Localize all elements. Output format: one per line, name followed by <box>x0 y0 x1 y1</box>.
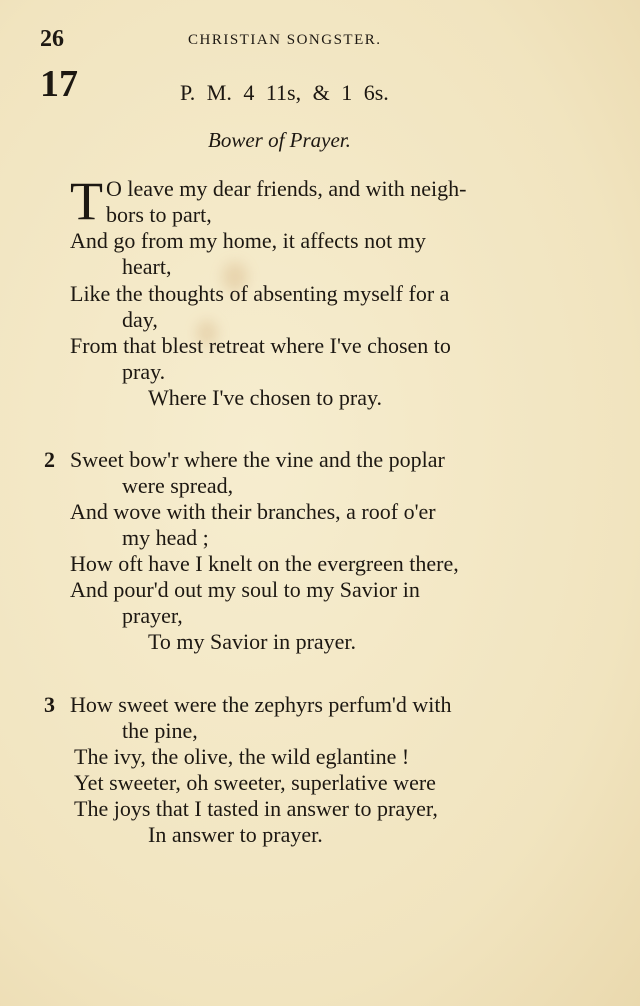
verse-line: How oft have I knelt on the evergreen there, <box>70 551 459 576</box>
running-head: CHRISTIAN SONGSTER. <box>188 32 382 48</box>
verse-line: the pine, <box>122 718 198 743</box>
verse-line: And go from my home, it affects not my <box>70 228 426 253</box>
verse-line: Where I've chosen to pray. <box>148 385 383 410</box>
verse-line: prayer, <box>122 603 183 628</box>
hymn-number: 17 <box>40 63 78 105</box>
verse-line: In answer to prayer. <box>148 822 323 847</box>
verse-line: were spread, <box>122 473 234 498</box>
verse-line: The joys that I tasted in answer to prayer, <box>74 796 438 821</box>
verse-line: The ivy, the olive, the wild eglantine ! <box>74 744 410 769</box>
page-header <box>40 26 600 56</box>
page-number: 26 <box>40 26 64 52</box>
stanza-number: 2 <box>44 447 55 472</box>
verse-line: Sweet bow'r where the vine and the poplar <box>70 447 445 472</box>
verse-line: From that blest retreat where I've chosen to <box>70 333 451 358</box>
verse-line: Yet sweeter, oh sweeter, superlative were <box>74 770 436 795</box>
verse-line: day, <box>122 307 158 332</box>
verse-line: bors to part, <box>106 202 212 227</box>
verse-line: To my Savior in prayer. <box>148 629 357 654</box>
verse-line: my head ; <box>122 525 209 550</box>
hymn-title: Bower of Prayer. <box>208 128 351 152</box>
verse-line: O leave my dear friends, and with neigh- <box>106 176 467 201</box>
verse-line: Like the thoughts of absenting myself for a <box>70 281 450 306</box>
verse-line: And pour'd out my soul to my Savior in <box>70 577 420 602</box>
hymn-meter: P. M. 4 11s, & 1 6s. <box>180 80 389 105</box>
verse-line: heart, <box>122 254 172 279</box>
verse-line: And wove with their branches, a roof o'er <box>70 499 436 524</box>
verse-line: pray. <box>122 359 166 384</box>
stanza-number: 3 <box>44 692 55 717</box>
verse-line: How sweet were the zephyrs perfum'd with <box>70 692 452 717</box>
drop-cap: T <box>70 171 103 231</box>
